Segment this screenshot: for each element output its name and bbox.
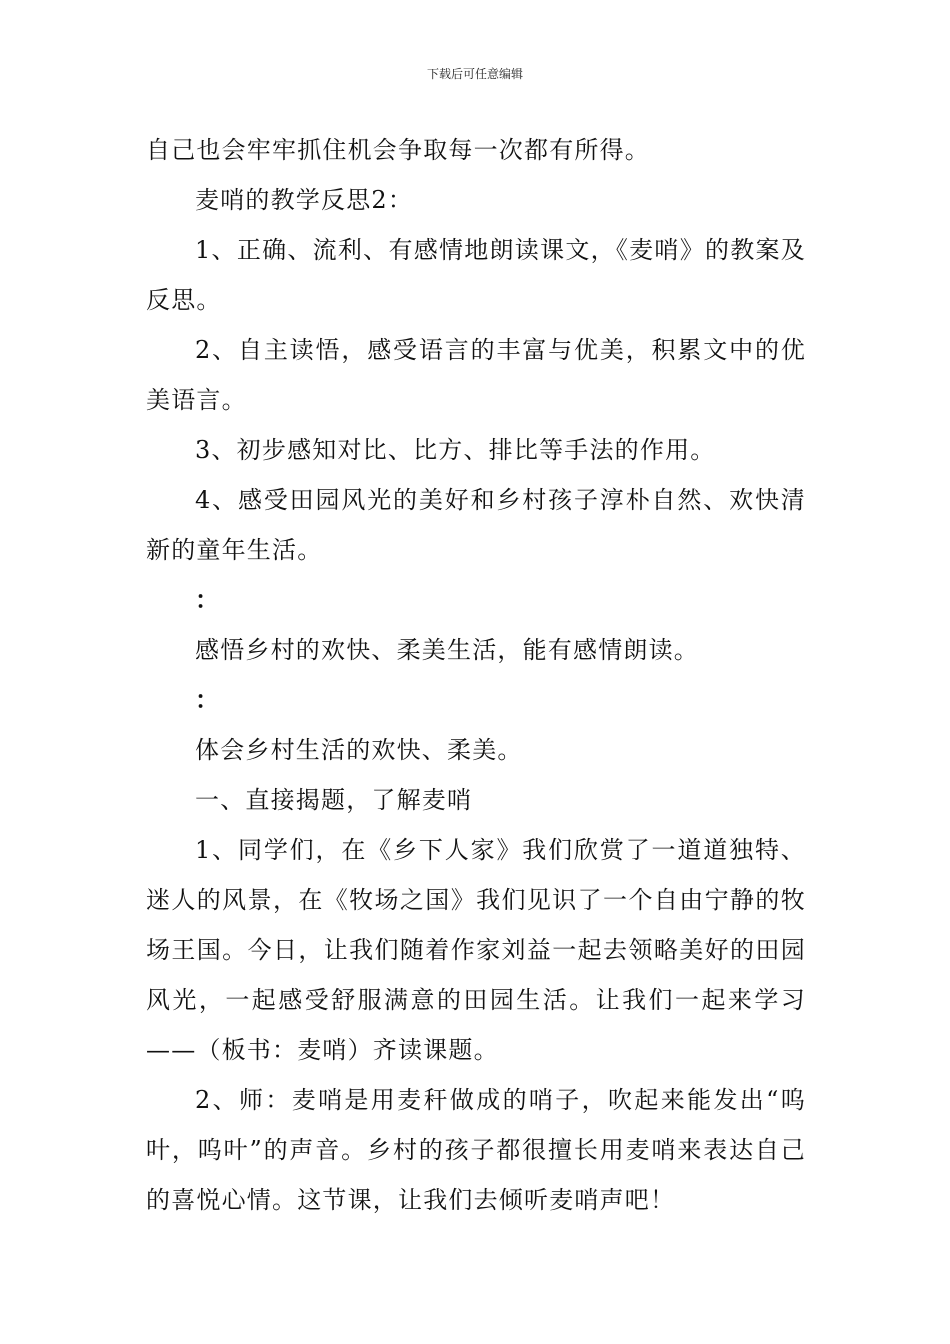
key-point-label: ： (195, 585, 221, 614)
key-point-text: 感悟乡村的欢快、柔美生活，能有感情朗读。 (195, 636, 699, 664)
section-title: 麦哨的教学反思2： (195, 186, 414, 214)
step-paragraph-2: 2、师：麦哨是用麦秆做成的哨子，吹起来能发出“呜叶，呜叶”的声音。乡村的孩子都很擅长用麦哨来表达自己的喜悦心情。这节课，让我们去倾听麦哨声吧！ (146, 1086, 806, 1214)
difficulty-label: ： (195, 685, 221, 714)
objective-1: 1、正确、流利、有感情地朗读课文，《麦哨》的教案及反思。 (146, 236, 806, 314)
difficulty-text: 体会乡村生活的欢快、柔美。 (195, 736, 523, 764)
step-heading: 一、直接揭题，了解麦哨 (195, 786, 473, 814)
objective-2: 2、自主读悟，感受语言的丰富与优美，积累文中的优美语言。 (146, 336, 806, 414)
document-body (146, 125, 806, 1225)
objective-4: 4、感受田园风光的美好和乡村孩子淳朴自然、欢快清新的童年生活。 (146, 486, 806, 564)
step-paragraph-1: 1、同学们，在《乡下人家》我们欣赏了一道道独特、迷人的风景，在《牧场之国》我们见识了一个自由宁静的牧场王国。今日，让我们随着作家刘益一起去领略美好的田园风光，一起感受舒服满意的田园生活。让我们一起来学习——（板书：麦哨）齐读课题。 (146, 836, 806, 1064)
page-header: 下载后可任意编辑 (426, 67, 523, 81)
paragraph-continuation: 自己也会牢牢抓住机会争取每一次都有所得。 (146, 136, 650, 164)
objective-3: 3、初步感知对比、比方、排比等手法的作用。 (195, 436, 716, 464)
